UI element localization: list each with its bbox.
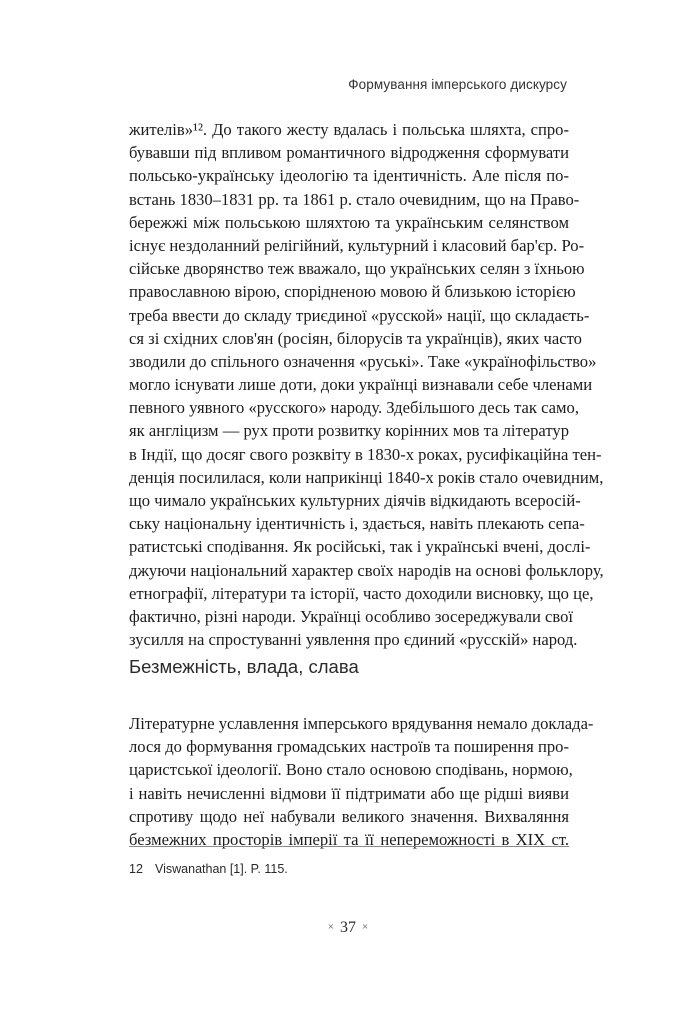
text-line: бувавши під впливом романтичного відродження сформувати [129,143,569,163]
text-line: джуючи національний характер своїх народів на основі фольклору, [129,560,604,580]
page-number-value: 37 [340,919,356,936]
text-line: етнографії, літератури та історії, часто доходили висновку, що це, [129,583,594,603]
footnote [129,862,288,876]
text-line: жителів»¹². До такого жесту вдалась і польська шляхта, спро- [129,120,569,139]
text-line: певного уявного «русского» народу. Здебільшого десь так само, [129,398,579,418]
text-line: православною вірою, спорідненою мовою й близькою історією [129,282,576,302]
footnote-divider [129,846,569,847]
text-line: як англіцизм — рух проти розвитку корінних мов та літератур [129,421,569,441]
text-line: могло існувати лише доти, доки українці визнавали себе членами [129,375,593,395]
running-header [348,77,567,92]
text-line: що чимало українських культурних діячів відкидають всеросій- [129,491,581,510]
text-line: лося до формування громадських настроїв та поширення про- [129,737,569,757]
text-line: денція посилилася, коли наприкінці 1840-х років стало очевидним, [129,467,604,487]
text-line: польсько-українську ідеологію та ідентичність. Але після по- [129,166,569,186]
text-line: ся зі східних слов'ян (росіян, білорусів та українців), яких часто [129,328,582,348]
text-line: в Індії, що досяг свого розквіту в 1830-х роках, русифікаційна тен- [129,444,602,464]
text-line: фактично, різні народи. Українці особливо зосереджували свої [129,606,574,626]
ornament-left: × [327,921,334,933]
section-body-text [129,712,594,851]
running-header-title: Формування імперського дискурсу [348,77,567,92]
text-line: Літературне уславлення імперського врядування немало доклада- [129,714,594,733]
main-body-text [129,118,604,651]
text-line: ську національну ідентичність і, здається, навіть плекають сепа- [129,514,585,534]
page-number [0,919,696,937]
text-line: спротиву щодо неї набували великого значення. Вихваляння [129,806,569,826]
ornament-right: × [362,921,369,933]
footnote-number: 12 [129,862,143,876]
footnote-text: Viswanathan [1]. P. 115. [155,862,288,876]
text-line: зусилля на спростуванні уявлення про єдиний «русскій» народ. [129,630,578,650]
text-line: треба ввести до складу триєдиної «русской» нації, що складаєть- [129,305,590,325]
text-line: існує нездоланний релігійний, культурний і класовий бар'єр. Ро- [129,235,585,255]
text-line: встань 1830–1831 рр. та 1861 р. стало очевидним, що на Право- [129,189,580,209]
text-line: ратистські сподівання. Як російські, так і українські вчені, дослі- [129,537,591,557]
text-line: бережжі між польською шляхтою та українським селянством [129,212,569,232]
text-line: царистської ідеології. Воно стало основою сподівань, нормою, [129,760,573,780]
text-line: безмежних просторів імперії та її непереможності в XIX ст. [129,829,569,849]
text-line: і навіть нечисленні відмови її підтримати або ще рідші вияви [129,783,569,803]
section-heading: Безмежність, влада, слава [129,656,359,677]
text-line: сійське дворянство теж вважало, що українських селян з їхньою [129,259,585,279]
text-line: зводили до спільного означення «руські». Таке «українофільство» [129,351,597,371]
